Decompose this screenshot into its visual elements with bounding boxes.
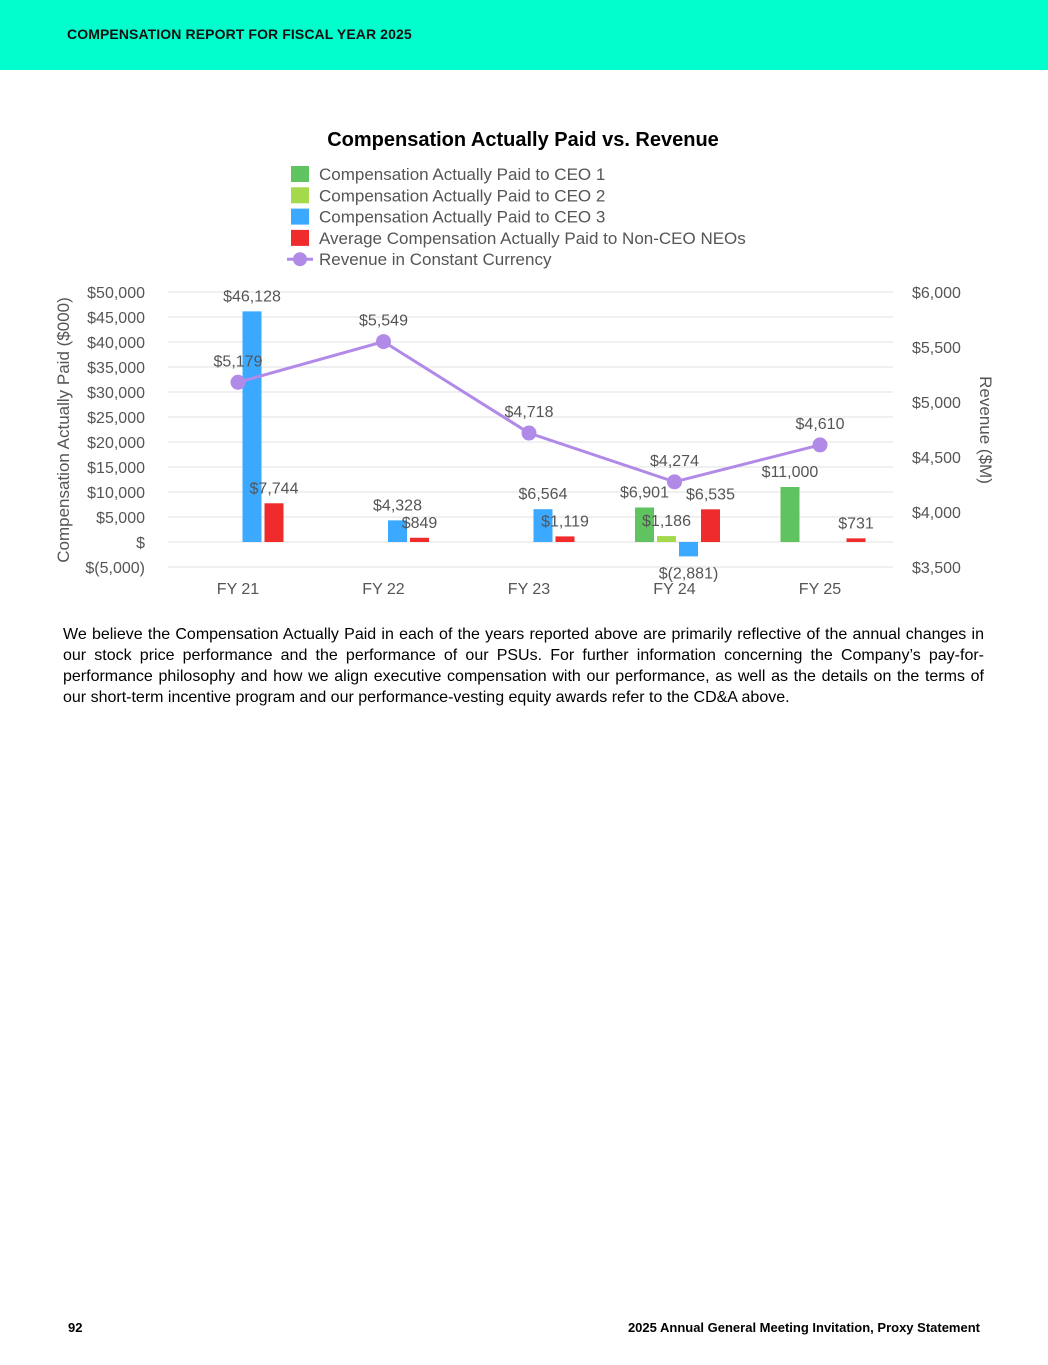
report-title: COMPENSATION REPORT FOR FISCAL YEAR 2025 bbox=[67, 26, 412, 42]
bar bbox=[657, 536, 676, 542]
revenue-data-label: $4,274 bbox=[650, 452, 699, 470]
bar-data-label: $(2,881) bbox=[658, 565, 719, 583]
x-tick-label: FY 23 bbox=[507, 581, 551, 598]
page-number: 92 bbox=[68, 1320, 83, 1335]
y-tick-label: $50,000 bbox=[87, 285, 145, 302]
legend-swatch bbox=[291, 230, 309, 246]
y-tick-label: $35,000 bbox=[87, 360, 145, 377]
bar-data-label: $849 bbox=[401, 514, 438, 532]
legend-swatch bbox=[291, 209, 309, 225]
y2-tick-label: $5,500 bbox=[912, 340, 961, 357]
y-tick-label: $25,000 bbox=[87, 410, 145, 427]
legend-label: Compensation Actually Paid to CEO 3 bbox=[319, 207, 606, 227]
legend-label: Compensation Actually Paid to CEO 1 bbox=[319, 165, 606, 184]
legend-label: Compensation Actually Paid to CEO 2 bbox=[319, 186, 606, 206]
y-tick-label: $(5,000) bbox=[85, 560, 145, 577]
revenue-point bbox=[376, 334, 391, 349]
bar-data-label: $6,535 bbox=[686, 486, 735, 504]
publication-title: 2025 Annual General Meeting Invitation, Proxy Statement bbox=[627, 1320, 980, 1335]
revenue-data-label: $5,549 bbox=[359, 312, 408, 330]
bar-data-label: $4,328 bbox=[373, 497, 422, 515]
bar-data-label: $6,901 bbox=[620, 484, 669, 502]
body-paragraph: We believe the Compensation Actually Paid in each of the years reported above are primarily reflective of the annual changes in our stock price performance and the performance of our PSUs. For further information concerning the Company’s pay-for-performance philosophy and how we align executive compensation with our performance, as well as the details on the terms of our short-term incentive program and our performance-vesting equity awards refer to the CD&A above. bbox=[63, 626, 984, 706]
revenue-data-label: $4,610 bbox=[795, 415, 845, 433]
x-tick-label: FY 24 bbox=[653, 581, 696, 598]
revenue-point bbox=[231, 375, 246, 390]
bar bbox=[410, 538, 429, 542]
y-tick-label: $15,000 bbox=[87, 460, 145, 477]
y-tick-label: $5,000 bbox=[96, 510, 145, 527]
bar-data-label: $46,128 bbox=[223, 288, 281, 306]
bar bbox=[265, 503, 284, 542]
chart-title: Compensation Actually Paid vs. Revenue bbox=[327, 129, 719, 151]
y-tick-label: $20,000 bbox=[87, 435, 145, 452]
y-axis-title: Compensation Actually Paid ($000) bbox=[54, 297, 73, 563]
bar-data-label: $1,119 bbox=[541, 513, 589, 531]
bar-data-label: $1,186 bbox=[642, 513, 691, 531]
bar-data-label: $7,744 bbox=[249, 480, 299, 498]
revenue-data-label: $4,718 bbox=[504, 404, 554, 422]
y2-axis-title: Revenue ($M) bbox=[976, 376, 995, 484]
y2-tick-label: $5,000 bbox=[912, 395, 961, 412]
revenue-data-label: $5,179 bbox=[213, 353, 263, 371]
legend-swatch bbox=[291, 166, 309, 182]
bar bbox=[701, 509, 720, 542]
bar bbox=[243, 311, 262, 542]
comp-vs-revenue-chart bbox=[0, 110, 1048, 610]
x-tick-label: FY 22 bbox=[362, 581, 405, 598]
bar bbox=[679, 542, 698, 556]
y-tick-label: $10,000 bbox=[87, 485, 145, 502]
bar-data-label: $731 bbox=[838, 515, 874, 533]
y2-tick-label: $4,000 bbox=[912, 505, 961, 522]
y-tick-label: $30,000 bbox=[87, 385, 145, 402]
legend-swatch bbox=[291, 187, 309, 203]
y2-tick-label: $4,500 bbox=[912, 450, 961, 467]
y-tick-label: $40,000 bbox=[87, 335, 145, 352]
bar bbox=[847, 538, 866, 542]
y-tick-label: $45,000 bbox=[87, 310, 145, 327]
revenue-point bbox=[522, 426, 537, 441]
bar-data-label: $11,000 bbox=[761, 464, 819, 481]
revenue-point bbox=[667, 474, 682, 489]
legend-marker bbox=[293, 252, 307, 266]
bar-data-label: $6,564 bbox=[518, 486, 568, 504]
bar bbox=[556, 536, 575, 542]
y2-tick-label: $3,500 bbox=[912, 560, 961, 577]
x-tick-label: FY 21 bbox=[216, 581, 260, 598]
legend-label: Average Compensation Actually Paid to Non-CEO NEOs bbox=[319, 228, 746, 248]
y2-tick-label: $6,000 bbox=[912, 285, 961, 302]
revenue-point bbox=[813, 437, 828, 452]
bar bbox=[781, 487, 800, 542]
y-tick-label: $ bbox=[136, 535, 145, 552]
legend-label: Revenue in Constant Currency bbox=[319, 250, 552, 270]
x-tick-label: FY 25 bbox=[798, 581, 842, 598]
